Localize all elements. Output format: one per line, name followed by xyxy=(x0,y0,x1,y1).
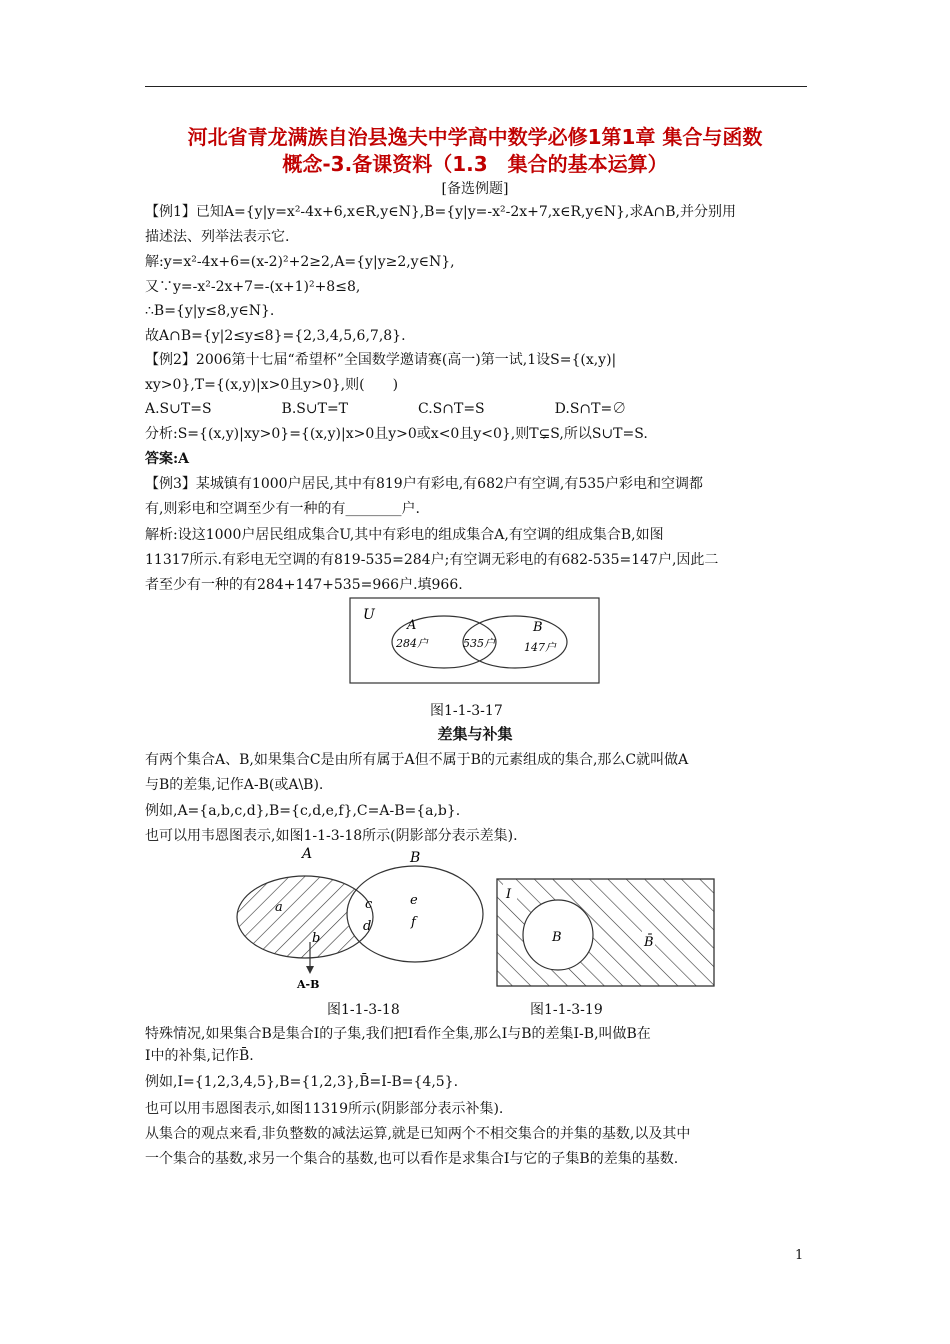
text-line: I中的补集,记作B̄. xyxy=(145,1048,254,1064)
document-title-line-2: 概念-3.备课资料（1.3 集合的基本运算） xyxy=(282,152,668,176)
intersection-count: 535户 xyxy=(463,637,495,650)
section-subtitle: [备选例题] xyxy=(441,181,509,197)
element-a: a xyxy=(275,900,283,915)
b-only-count: 147户 xyxy=(524,641,556,654)
universe-label: U xyxy=(363,607,375,623)
element-e: e xyxy=(410,893,418,908)
venn-diagram-fig18 xyxy=(230,842,492,992)
text-line: 描述法、列举法表示它. xyxy=(145,229,290,245)
venn-diagram-fig17 xyxy=(349,597,601,685)
set-b-label: B xyxy=(533,620,543,635)
a-only-count: 284户 xyxy=(396,637,428,650)
section-title: 差集与补集 xyxy=(437,725,513,743)
element-b: b xyxy=(312,931,321,946)
text-line: 例如,I={1,2,3,4,5},B={1,2,3},B̄=I-B={4,5}. xyxy=(145,1074,459,1090)
text-line: 有两个集合A、B,如果集合C是由所有属于A但不属于B的元素组成的集合,那么C就叫做A xyxy=(145,752,689,768)
text-line: 也可以用韦恩图表示,如图1-1-3-18所示(阴影部分表示差集). xyxy=(145,828,518,844)
figure-caption-17: 图1-1-3-17 xyxy=(430,703,503,719)
text-line: 分析:S={(x,y)|xy>0}={(x,y)|x>0且y>0或x<0且y<0},则T⊊S,所以S∪T=S. xyxy=(145,426,648,442)
text-line: 11317所示.有彩电无空调的有819-535=284户;有空调无彩电的有682-535=147户,因此二 xyxy=(145,552,719,568)
answer-line: 答案:A xyxy=(145,451,190,467)
text-line: 故A∩B={y|2≤y≤8}={2,3,4,5,6,7,8}. xyxy=(145,328,406,344)
figure-caption-18: 图1-1-3-18 xyxy=(327,1002,400,1018)
answer-options: A.S∪T=S B.S∪T=T C.S∩T=S D.S∩T=∅ xyxy=(145,401,627,417)
text-line: xy>0},T={(x,y)|x>0且y>0},则( ) xyxy=(145,377,399,393)
text-line: 解析:设这1000户居民组成集合U,其中有彩电的组成集合A,有空调的组成集合B,如图 xyxy=(145,527,664,543)
text-line: 也可以用韦恩图表示,如图11319所示(阴影部分表示补集). xyxy=(145,1101,504,1117)
text-line: 一个集合的基数,求另一个集合的基数,也可以看作是求集合I与它的子集B的差集的基数. xyxy=(145,1151,679,1167)
set-b-label: B xyxy=(552,930,562,945)
header-rule xyxy=(145,86,807,87)
element-c: c xyxy=(365,897,373,912)
difference-label: A-B xyxy=(297,978,320,991)
set-b-label: B xyxy=(410,850,421,866)
text-line: 例如,A={a,b,c,d},B={c,d,e,f},C=A-B={a,b}. xyxy=(145,803,461,819)
set-a-label: A xyxy=(407,618,417,633)
document-title-line-1: 河北省青龙满族自治县逸夫中学高中数学必修1第1章 集合与函数 xyxy=(187,125,763,149)
text-line: 又∵y=-x²-2x+7=-(x+1)²+8≤8, xyxy=(145,279,361,295)
text-line: 【例3】某城镇有1000户居民,其中有819户有彩电,有682户有空调,有535户彩电和空调都 xyxy=(145,476,704,492)
text-line: 与B的差集,记作A-B(或A\B). xyxy=(145,777,324,793)
complement-label: B̄ xyxy=(644,935,654,950)
arrow-head xyxy=(306,966,314,974)
text-line: 【例1】已知A={y|y=x²-4x+6,x∈R,y∈N},B={y|y=-x²-2x+7,x∈R,y∈N},求A∩B,并分别用 xyxy=(145,204,736,220)
text-line: 从集合的观点来看,非负整数的减法运算,就是已知两个不相交集合的并集的基数,以及其中 xyxy=(145,1126,691,1142)
universe-label: I xyxy=(506,887,512,902)
text-line: ∴B={y|y≤8,y∈N}. xyxy=(145,303,275,319)
text-line: 者至少有一种的有284+147+535=966户.填966. xyxy=(145,577,463,593)
venn-diagram-fig19 xyxy=(496,878,716,988)
element-f: f xyxy=(411,915,416,930)
page-number: 1 xyxy=(795,1248,804,1263)
text-line: 【例2】2006第十七届“希望杯”全国数学邀请赛(高一)第一试,1设S={(x,y)| xyxy=(145,352,617,368)
text-line: 解:y=x²-4x+6=(x-2)²+2≥2,A={y|y≥2,y∈N}, xyxy=(145,254,455,270)
figure-caption-19: 图1-1-3-19 xyxy=(530,1002,603,1018)
text-line: 有,则彩电和空调至少有一种的有________户. xyxy=(145,501,420,517)
set-a-label: A xyxy=(302,846,313,862)
text-line: 特殊情况,如果集合B是集合I的子集,我们把I看作全集,那么I与B的差集I-B,叫做B在 xyxy=(145,1026,651,1042)
element-d: d xyxy=(363,919,372,934)
